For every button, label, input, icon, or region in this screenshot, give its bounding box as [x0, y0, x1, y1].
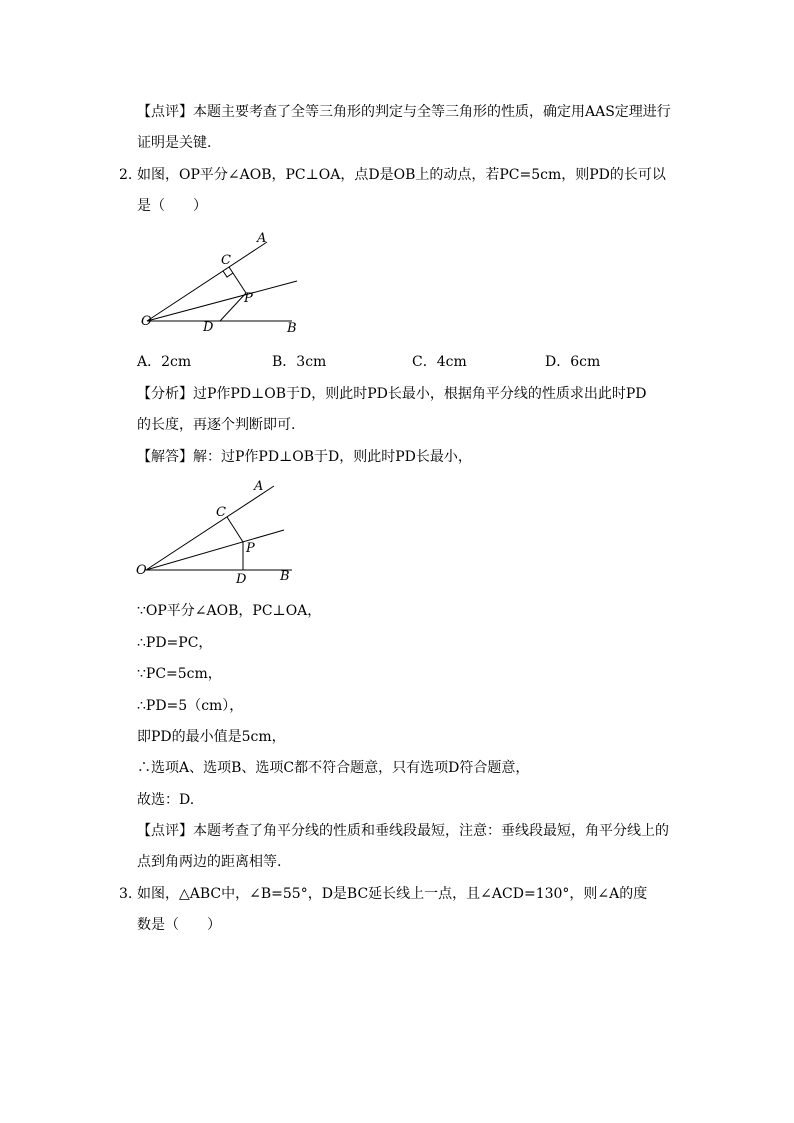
- ray-op: [146, 530, 284, 570]
- label-b: B: [287, 321, 297, 336]
- segment-pc: [229, 267, 246, 293]
- label-c: C: [216, 505, 226, 520]
- ray-oa: [146, 486, 274, 570]
- solution-step: ∴PD=PC，: [137, 635, 213, 651]
- question-stem: 如图，OP平分∠AOB，PC⊥OA，点D是OB上的动点，若PC=5cm，则PD的长可以: [137, 167, 666, 183]
- solution-step: ∵OP平分∠AOB，PC⊥OA，: [137, 603, 322, 619]
- figure-1: [135, 228, 310, 338]
- comment-line: 点到角两边的距离相等.: [137, 854, 282, 870]
- segment-pd: [220, 293, 246, 321]
- label-a: A: [257, 231, 267, 246]
- right-angle-mark: [223, 271, 233, 277]
- label-b: B: [280, 569, 290, 584]
- label-d: D: [203, 320, 214, 335]
- analysis-line: 的长度，再逐个判断即可.: [137, 417, 296, 433]
- label-p: P: [244, 291, 253, 306]
- label-d: D: [236, 572, 247, 587]
- option-d: D．6cm: [545, 354, 601, 370]
- label-a: A: [254, 479, 264, 494]
- option-c: C．4cm: [412, 354, 467, 370]
- solution-intro: 【解答】解：过P作PD⊥OB于D，则此时PD长最小，: [137, 449, 472, 465]
- segment-pc: [227, 517, 243, 542]
- question-number: 2.: [119, 167, 133, 183]
- comment-line: 【点评】本题主要考查了全等三角形的判定与全等三角形的性质，确定用AAS定理进行: [137, 104, 671, 120]
- label-o: O: [136, 563, 147, 578]
- option-a: A．2cm: [137, 354, 192, 370]
- question-stem: 数是（ ）: [137, 917, 221, 933]
- comment-line: 【点评】本题考查了角平分线的性质和垂线段最短，注意：垂线段最短，角平分线上的: [137, 823, 669, 839]
- ray-oa: [147, 242, 267, 321]
- ray-op: [147, 281, 297, 321]
- solution-step: ∵PC=5cm，: [137, 666, 222, 682]
- analysis-line: 【分析】过P作PD⊥OB于D，则此时PD长最小，根据角平分线的性质求出此时PD: [137, 386, 647, 402]
- solution-step: ∴PD=5（cm），: [137, 698, 244, 714]
- label-p: P: [246, 541, 255, 556]
- question-stem: 是（ ）: [137, 198, 207, 214]
- comment-line: 证明是关键.: [137, 135, 212, 151]
- label-o: O: [141, 314, 152, 329]
- label-c: C: [221, 253, 231, 268]
- option-b: B．3cm: [272, 354, 327, 370]
- solution-step: 即PD的最小值是5cm，: [137, 729, 286, 745]
- figure-2: [132, 478, 307, 588]
- solution-step: 故选：D.: [137, 792, 195, 808]
- question-number: 3.: [119, 886, 133, 902]
- question-stem: 如图，△ABC中，∠B=55°，D是BC延长线上一点，且∠ACD=130°，则∠A的度: [137, 886, 648, 902]
- solution-step: ∴选项A、选项B、选项C都不符合题意，只有选项D符合题意，: [137, 760, 530, 776]
